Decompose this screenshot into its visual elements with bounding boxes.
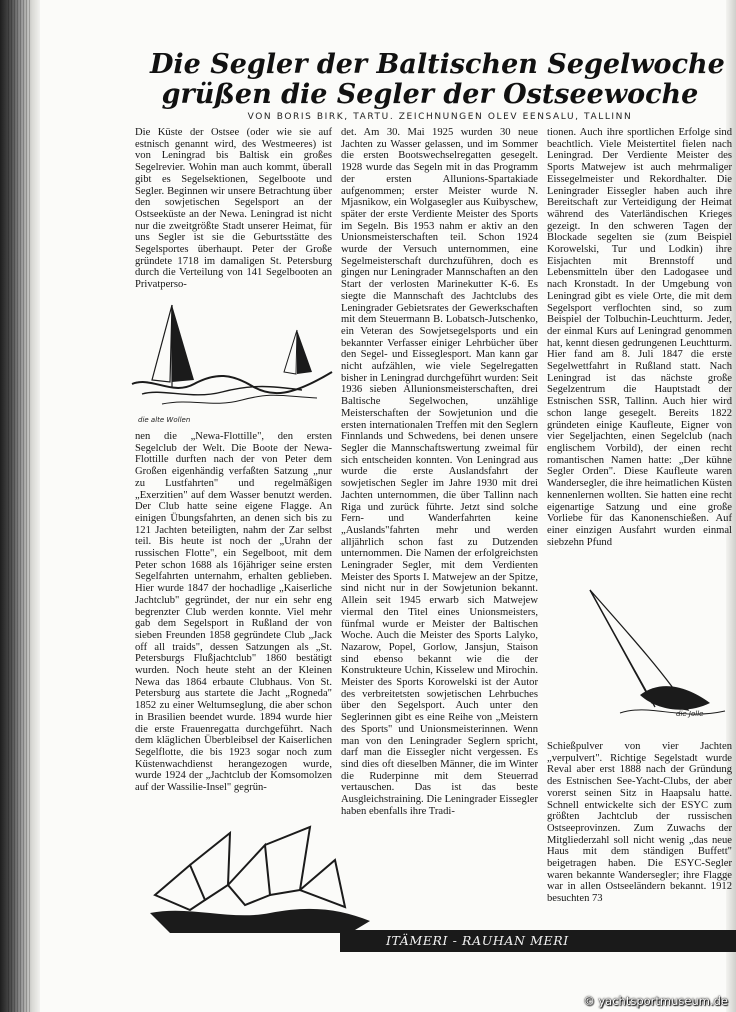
sail-large (172, 305, 194, 382)
paragraph: nen die „Newa-Flottille", den ersten Segelclub der Welt. Die Boote der Newa-Flottille durften nach der von Peter dem Großen eigenhändig verfaßten Satzung „nur zu Lustfahrten" und regelmäßigen „Exerzitien" auf dem Wasser benutzt werden. Der Club hatte seine eigene Flagge. An einigen Übungsfahrten, an denen sich bis zu 121 Jachten beteiligten, nahm der Zar selbst teil. Bis heute ist noch der „Urahn der russischen Flotte", ein Segelboot, mit dem Peter schon 1688 als 16jähriger seine ersten Segelfahrten unternahm, erhalten geblieben. Hier wurde 1847 der hochadlige „Kaiserliche Jachtclub" gegründet, der nur ein sehr eng begrenzter Club werden konnte. Viel mehr gab dem Segelsport in Rußland der von sieben Freunden 1858 gegründete Club „Jack off all traids", dessen Satzungen als „St. Petersburgs Flußjachtclub" 1860 bestätigt wurden. Noch heute steht an der Kleinen Newa das 1864 erbaute Clubhaus. Von St. Petersburg aus startete die Jacht „Rogneda" 1852 zu einer Weltumseglung, die aber schon in Brasilien beendet wurde. 1894 wurde hier die erste Frauenregatta durchgeführt. Nach dem kläglichen Überbleibsel der Kaiserlichen Segelflotte, die bis 1923 sogar noch zum Küstenwachdienst herangezogen wurde, wurde 1924 der „Jachtclub der Komsomolzen auf der Wassilie-Insel" gegrün- (135, 431, 332, 794)
column-1-bottom (135, 431, 332, 794)
column-3-bottom (547, 741, 732, 905)
paragraph: tionen. Auch ihre sportlichen Erfolge sind beachtlich. Viele Meistertitel fielen nach Leningrad. Der Verdiente Meister des Sports Matwejew ist auch mehrmaliger Eissegelmeister und Rekordhalter. Die Leningrader Eissegler haben auch ihre Bereitschaft zur Verteidigung der Heimat während des Vaterländischen Krieges gezeigt. In den schweren Tagen der Blockade segelten sie (zum Beispiel Korowelski, Tur und Lodkin) ihre Eisjachten mit Brennstoff und Lebensmitteln über den Ladogasee und nach Kronstadt. In der Umgebung von Leningrad gibt es viele Orte, die mit dem Segelsport verflochten sind, so zum Beispiel der Tolbuchin-Leuchtturm. Jeder, der einmal Kurs auf Leningrad genommen hat, kennt diesen gedrungenen Leuchtturm. Hier fand am 8. Juli 1847 die erste Segelwettfahrt in Rußland statt. Nach Leningrad ist das nächste große Segelzentrum die Hauptstadt der Estnischen SSR, Tallinn. Auch hier wird schon lange gesegelt. Bereits 1822 gründeten einige Kaufleute, Eigner von vier Segeljachten, einen Segelclub (nach englischem Vorbild), der einen recht romantischen Namen hatte: „Der kühne Segler Orden". Diese Kaufleute waren Wandersegler, die ihre heimatlichen Küsten kennenlernen wollten. Sie hatten eine recht eigenartige Satzung und eine große Vorliebe für das Kanonenschießen. Auf einer einzigen Ausfahrt wurden einmal siebzehn Pfund (547, 127, 732, 548)
bird-shape-1 (155, 865, 205, 910)
article-title (150, 49, 725, 110)
watermark-credit: © yachtsportmuseum.de (583, 994, 728, 1008)
byline: VON BORIS BIRK, TARTU. ZEICHNUNGEN OLEV EENSALU, TALLINN (247, 112, 633, 122)
paragraph: Schießpulver von vier Jachten „verpulvert". Richtige Segelstadt wurde Reval aber erst 1888 nach der Gründung des Estnischen See-Yacht-Clubs, der aber vorerst seinen Sitz in Haapsalu hatte. Schnell entwickelte sich der ESYC zum größten Jachtclub der russischen Ostseeprovinzen. Zum Zuwachs der Mitgliederzahl soll nicht wenig „das neue Haus mit dem ständigen Buffett" beigetragen haben. Die ESYC-Segler waren bekannte Wandersegler; ihre Flagge war in allen Ostseeländern bekannt. 1912 besuchten 73 (547, 741, 732, 905)
paragraph: det. Am 30. Mai 1925 wurden 30 neue Jachten zu Wasser gelassen, und im Sommer die ersten Bootswechselregatten gesegelt. 1928 wurde das Segeln mit in das Programm der ersten Allunions-Spartakiade aufgenommen; erster Meister wurde N. Mjasnikow, ein Wolgasegler aus Kuibyschew, später der erste Verdiente Meister des Sports im Segeln. Bis 1953 nahm er aktiv an den Unionsmeisterschaften teil. Schon 1924 wurde der Versuch unternommen, eine Segelmeisterschaft durchzuführen, doch es gingen nur Leningrader Mannschaften an den Start der verlosten Marinekutter K-6. Es siegte die Mannschaft des Jachtclubs des Leningrader Gebietsrates der Gewerkschaften mit dem Steuermann B. Lobatsch-Jutschenko, ein Veteran des Sowjetsegelsports und ein bekannter Verfasser einiger Lehrbücher über den Segel- und Eisseglesport. Man kann gar nicht aufzählen, wie viele Segelregatten bisher in Leningrad durchgeführt wurden: Seit 1936 sieben Allunionsmeisterschaften, drei Baltische Segelwochen, unzählige Meisterschaften der Sowjetunion und die ersten internationalen Treffen mit den Seglern Finnlands und Schwedens, bei denen unsere Segler die Mannschaftswertung zweimal für sich entscheiden konnten. Von Leningrad aus wurde die erste Auslandsfahrt der sowjetischen Segler im Jahre 1930 mit drei Jachten unternommen, die über Tallinn nach Riga und zurück führte. Jetzt sind solche Fern- und Wanderfahrten keine „Auslands"fahrten mehr und werden alljährlich schon fast zu Dutzenden unternommen. Die Namen der erfolgreichsten Leningrader Segler, mit dem Verdienten Meister des Sports I. Matwejew an der Spitze, sind nicht nur in der Sowjetunion bekannt. Allein seit 1945 erwarb sich Matwejew viermal den Titel eines Unionsmeisters, fünfmal wurde er Meister der Baltischen Woche. Auch die Meister des Sports Lalyko, Nazarow, Popel, Gorlow, Jansjun, Staison sind ebenso bekannt wie die der Konstrukteure Uchin, Kisselew und Mirochin. Meister des Sports Korowelski ist der Autor des verbreitetsten sowjetischen Lehrbuches über den Segelsport. Auch unter den Seglerinnen gibt es eine Reihe von „Meistern des Sports" und Unionsmeisterinnen. Wenn man von den Leningrader Seglern spricht, darf man die Eissegler nicht vergessen. Es sind dies oft dieselben Männer, die im Winter die Ruderpinne mit dem Steuerrad vertauschen. Das ist das beste Ausgleichstraining. Die Leningrader Eissegler haben ebenfalls ihre Tradi- (341, 127, 538, 817)
sail-small (297, 330, 312, 374)
column-2 (341, 127, 538, 817)
book-gutter (0, 0, 40, 1012)
paragraph: Die Küste der Ostsee (oder wie sie auf estnisch genannt wird, des Westmeeres) ist von Leningrad bis Baltisk ein großes Segelrevier. Wohin man auch kommt, überall gibt es Segelsektionen, Segelboote und Segler. Beginnen wir unsere Betrachtung über den sowjetischen Segelsport an der Ostseeküste an der Newa. Leningrad ist nicht nur die zweitgrößte Stadt unserer Heimat, für uns Segler ist sie die Geburtsstätte des Segelsportes überhaupt. Peter der Große gründete 1718 im damaligen St. Petersburg durch die Verteilung von 141 Segelbooten an Privatperso- (135, 127, 332, 291)
gulls-illustration (150, 825, 370, 935)
column-1-top (135, 127, 332, 291)
hull-shape (150, 909, 370, 933)
dinghy-hull (640, 686, 710, 710)
illustration-caption-right: die Jolle (676, 710, 704, 718)
title-line-1: Die Segler der Baltischen Segelwoche (150, 49, 725, 80)
title-line-2: grüßen die Segler der Ostseewoche (161, 79, 699, 110)
bird-shape-3 (300, 860, 345, 907)
dinghy-illustration (560, 585, 730, 735)
column-3-top (547, 127, 732, 548)
sailboats-illustration (132, 300, 332, 420)
illustration-caption-left: die alte Wollen (138, 416, 191, 424)
footer-banner: ITÄMERI - RAUHAN MERI (340, 930, 736, 952)
bird-shape-2 (228, 845, 270, 905)
